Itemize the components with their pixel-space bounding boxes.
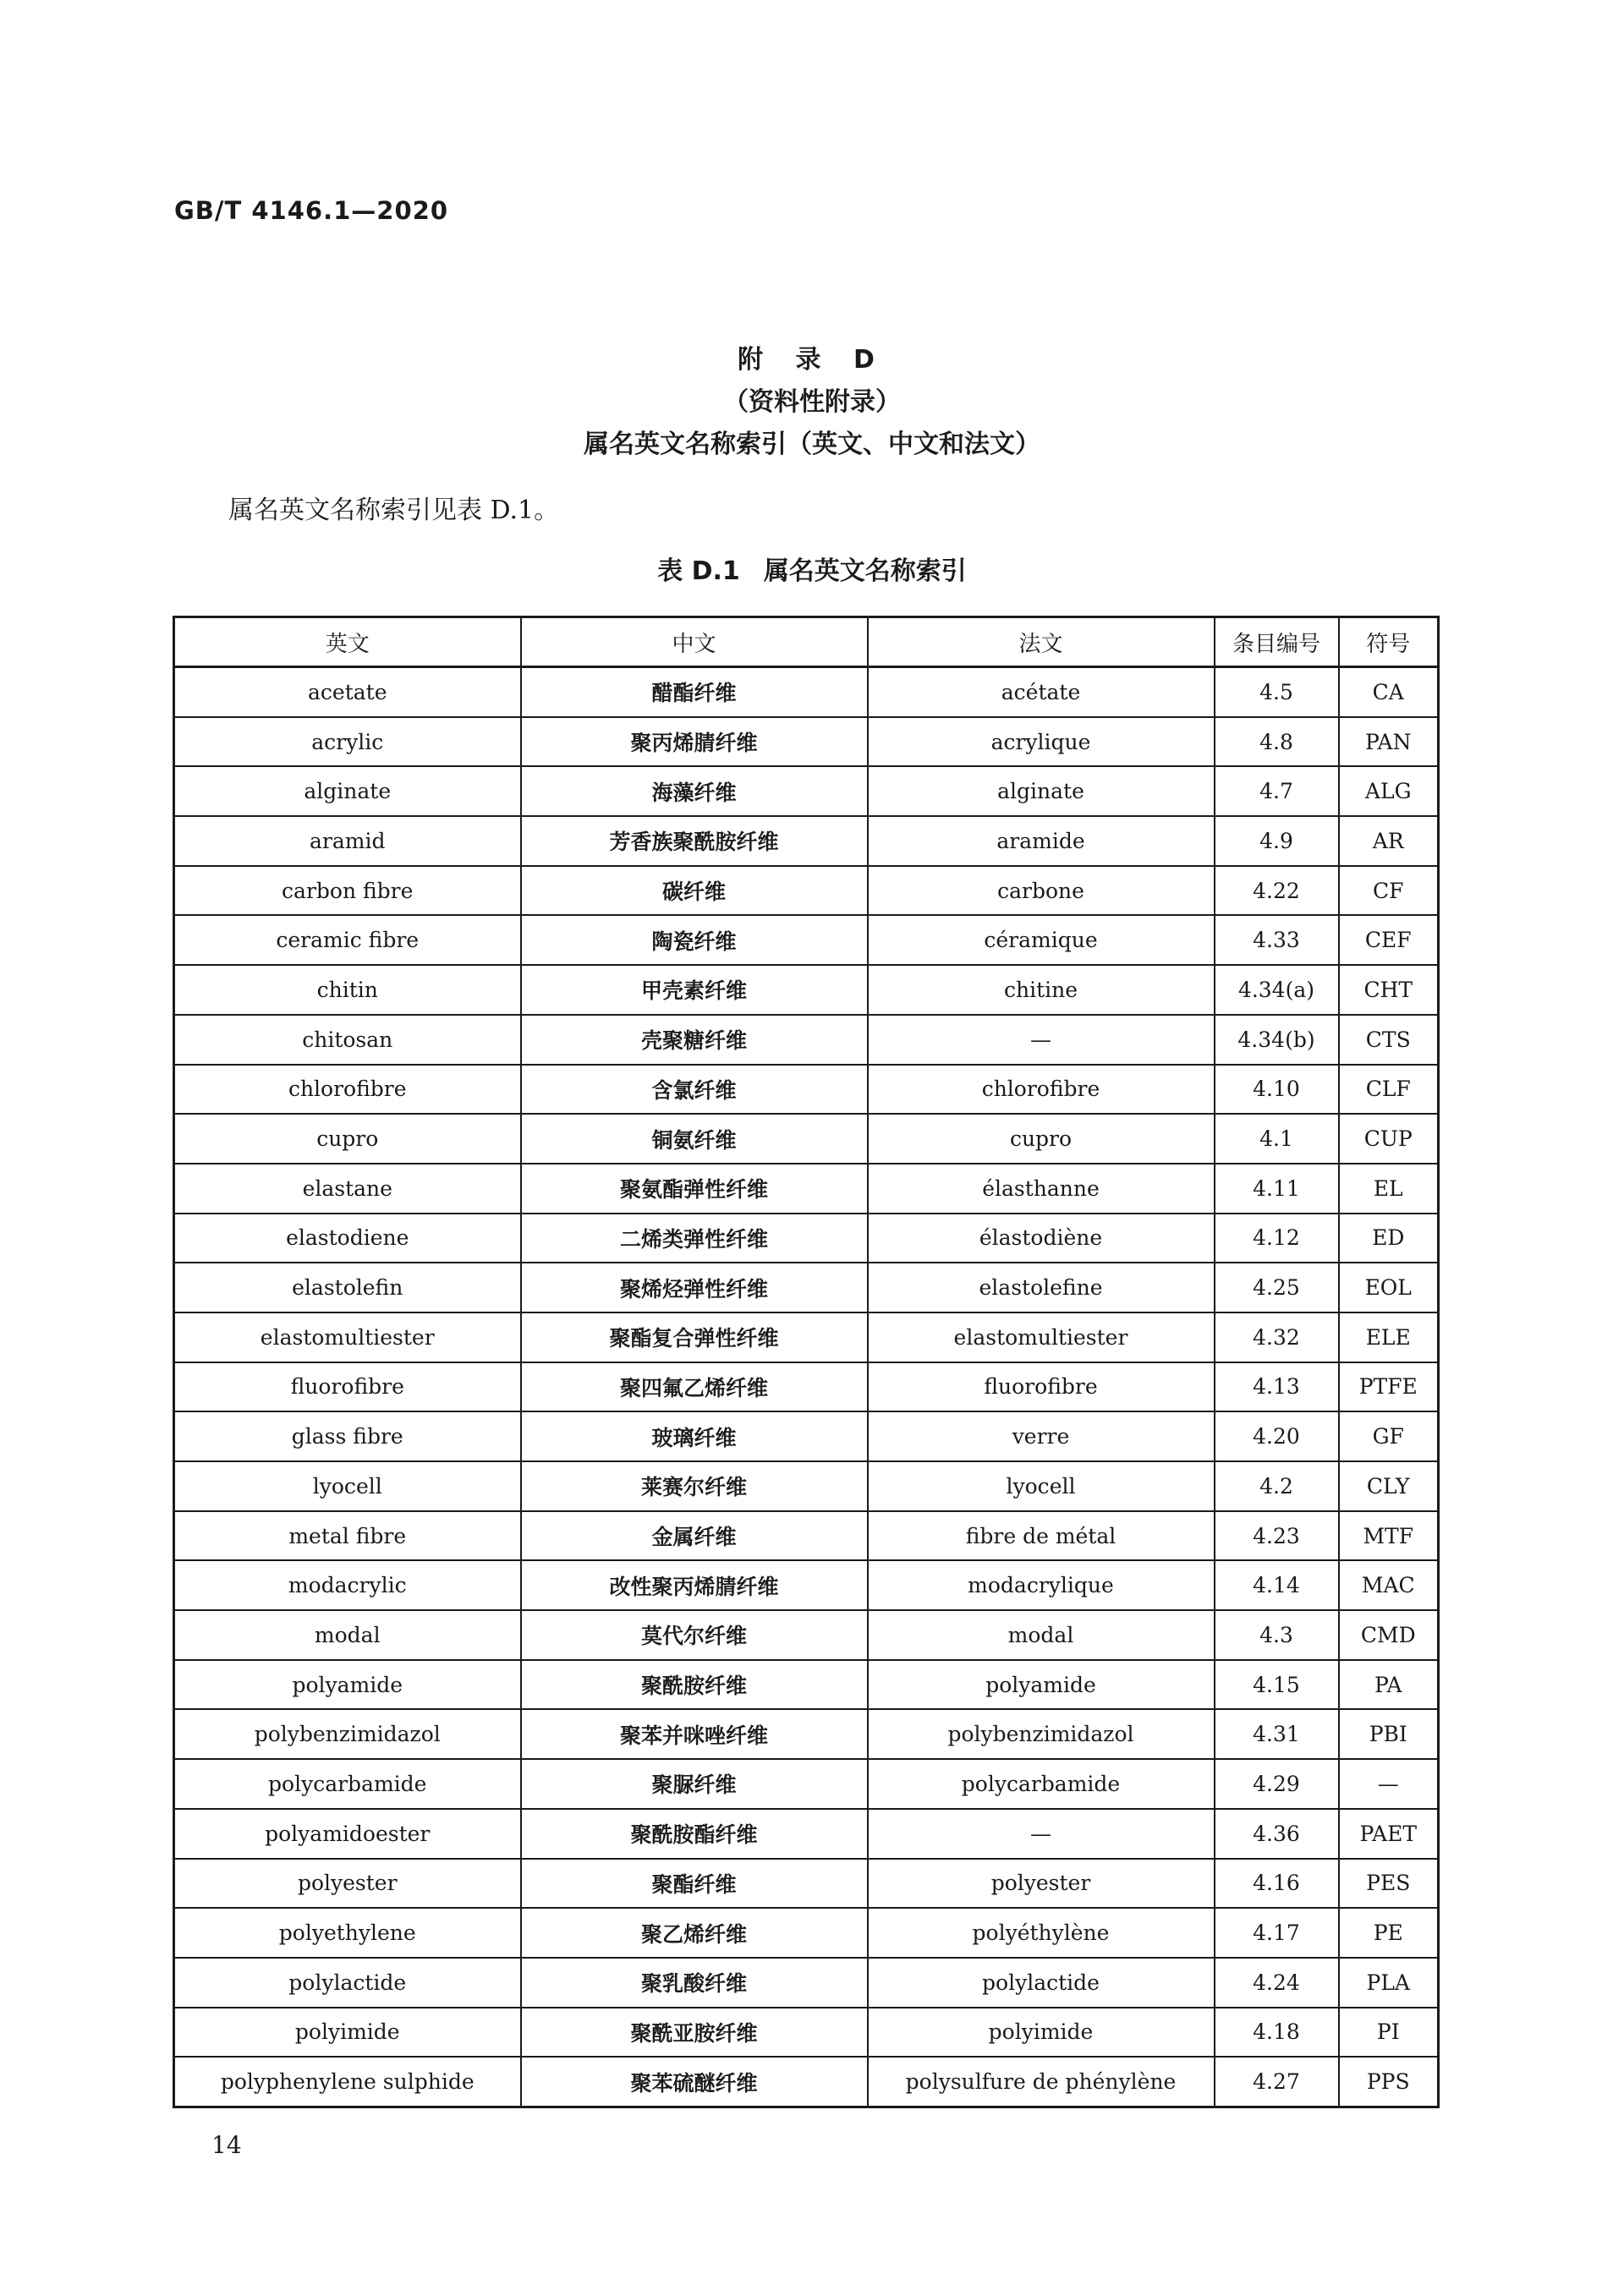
column-header-clause-number: 条目编号 [1215,617,1339,667]
cell-symbol: PES [1339,1859,1439,1909]
cell-english: chlorofibre [174,1065,521,1115]
cell-english: modacrylic [174,1560,521,1610]
cell-chinese: 莫代尔纤维 [521,1610,868,1660]
table-caption [0,550,1624,587]
cell-english: aramid [174,816,521,866]
column-header-english: 英文 [174,617,521,667]
table-row [174,1065,1439,1115]
page-number: 14 [211,2131,242,2159]
cell-clause-number: 4.2 [1215,1461,1339,1511]
cell-chinese: 含氯纤维 [521,1065,868,1115]
cell-clause-number: 4.25 [1215,1263,1339,1312]
cell-chinese: 莱赛尔纤维 [521,1461,868,1511]
cell-symbol: PTFE [1339,1362,1439,1412]
cell-chinese: 铜氨纤维 [521,1114,868,1164]
cell-english: polyphenylene sulphide [174,2057,521,2107]
cell-english: alginate [174,766,521,816]
cell-clause-number: 4.10 [1215,1065,1339,1115]
cell-clause-number: 4.23 [1215,1511,1339,1561]
cell-chinese: 聚酰亚胺纤维 [521,2008,868,2058]
fibre-index-table [173,616,1440,2108]
table-row [174,1114,1439,1164]
cell-english: elastane [174,1164,521,1214]
cell-symbol: ELE [1339,1312,1439,1362]
table-caption-number: 表 D.1 [657,556,740,586]
cell-english: polylactide [174,1958,521,2008]
cell-english: acrylic [174,717,521,767]
cell-chinese: 聚烯烃弹性纤维 [521,1263,868,1312]
annex-nature: （资料性附录） [723,387,901,417]
cell-clause-number: 4.8 [1215,717,1339,767]
cell-clause-number: 4.3 [1215,1610,1339,1660]
cell-french: fluorofibre [868,1362,1215,1412]
cell-symbol: — [1339,1759,1439,1809]
annex-title: 属名英文名称索引（英文、中文和法文） [584,430,1040,459]
cell-chinese: 改性聚丙烯腈纤维 [521,1560,868,1610]
intro-text: 属名英文名称索引见表 D.1。 [228,496,560,525]
cell-symbol: EL [1339,1164,1439,1214]
cell-clause-number: 4.9 [1215,816,1339,866]
cell-french: céramique [868,915,1215,965]
cell-symbol: GF [1339,1411,1439,1461]
cell-french: acétate [868,667,1215,717]
cell-english: polybenzimidazol [174,1709,521,1759]
cell-clause-number: 4.33 [1215,915,1339,965]
cell-symbol: PPS [1339,2057,1439,2107]
cell-english: elastomultiester [174,1312,521,1362]
table-row [174,1263,1439,1312]
table-row [174,1660,1439,1710]
table-row [174,2008,1439,2058]
table-row [174,866,1439,916]
cell-english: chitin [174,965,521,1015]
cell-chinese: 聚丙烯腈纤维 [521,717,868,767]
cell-english: fluorofibre [174,1362,521,1412]
table-row [174,1560,1439,1610]
cell-chinese: 聚乳酸纤维 [521,1958,868,2008]
cell-clause-number: 4.31 [1215,1709,1339,1759]
cell-english: modal [174,1610,521,1660]
cell-clause-number: 4.15 [1215,1660,1339,1710]
table-row [174,2057,1439,2107]
cell-clause-number: 4.17 [1215,1908,1339,1958]
cell-english: glass fibre [174,1411,521,1461]
cell-french: chitine [868,965,1215,1015]
table-row [174,1610,1439,1660]
cell-symbol: CTS [1339,1015,1439,1065]
table-row [174,1908,1439,1958]
cell-english: polycarbamide [174,1759,521,1809]
table-row [174,1511,1439,1561]
cell-french: polysulfure de phénylène [868,2057,1215,2107]
cell-chinese: 醋酯纤维 [521,667,868,717]
cell-chinese: 聚氨酯弹性纤维 [521,1164,868,1214]
cell-french: cupro [868,1114,1215,1164]
cell-chinese: 聚酰胺酯纤维 [521,1809,868,1859]
cell-chinese: 聚苯并咪唑纤维 [521,1709,868,1759]
cell-symbol: CUP [1339,1114,1439,1164]
cell-symbol: PI [1339,2008,1439,2058]
cell-symbol: PAET [1339,1809,1439,1859]
cell-english: ceramic fibre [174,915,521,965]
column-header-chinese: 中文 [521,617,868,667]
cell-french: polyéthylène [868,1908,1215,1958]
table-row [174,1461,1439,1511]
standard-code: GB/T 4146.1—2020 [174,196,448,225]
cell-chinese: 壳聚糖纤维 [521,1015,868,1065]
cell-symbol: ED [1339,1214,1439,1263]
cell-french: polyamide [868,1660,1215,1710]
cell-chinese: 碳纤维 [521,866,868,916]
cell-symbol: CLF [1339,1065,1439,1115]
cell-french: — [868,1015,1215,1065]
cell-chinese: 玻璃纤维 [521,1411,868,1461]
annex-label: 附 录 D [738,345,886,375]
table-row [174,816,1439,866]
table-row [174,1809,1439,1859]
table-row [174,1214,1439,1263]
table-row [174,1362,1439,1412]
cell-clause-number: 4.34(a) [1215,965,1339,1015]
cell-chinese: 陶瓷纤维 [521,915,868,965]
cell-symbol: MTF [1339,1511,1439,1561]
column-header-french: 法文 [868,617,1215,667]
cell-symbol: CEF [1339,915,1439,965]
cell-chinese: 聚酰胺纤维 [521,1660,868,1710]
cell-symbol: CMD [1339,1610,1439,1660]
cell-symbol: ALG [1339,766,1439,816]
cell-french: fibre de métal [868,1511,1215,1561]
cell-clause-number: 4.13 [1215,1362,1339,1412]
cell-english: polyamide [174,1660,521,1710]
cell-symbol: CF [1339,866,1439,916]
cell-english: polyimide [174,2008,521,2058]
table-row [174,1312,1439,1362]
table-row [174,1411,1439,1461]
cell-english: metal fibre [174,1511,521,1561]
cell-chinese: 金属纤维 [521,1511,868,1561]
table-row [174,1859,1439,1909]
cell-clause-number: 4.20 [1215,1411,1339,1461]
cell-clause-number: 4.24 [1215,1958,1339,2008]
cell-french: lyocell [868,1461,1215,1511]
table-row [174,766,1439,816]
cell-clause-number: 4.5 [1215,667,1339,717]
cell-clause-number: 4.34(b) [1215,1015,1339,1065]
cell-french: elastolefine [868,1263,1215,1312]
cell-clause-number: 4.18 [1215,2008,1339,2058]
cell-french: modal [868,1610,1215,1660]
cell-french: polybenzimidazol [868,1709,1215,1759]
cell-french: elastomultiester [868,1312,1215,1362]
table-row [174,667,1439,717]
cell-french: polyimide [868,2008,1215,2058]
cell-french: élastodiène [868,1214,1215,1263]
cell-chinese: 聚乙烯纤维 [521,1908,868,1958]
cell-chinese: 聚酯复合弹性纤维 [521,1312,868,1362]
cell-clause-number: 4.14 [1215,1560,1339,1610]
cell-english: acetate [174,667,521,717]
cell-chinese: 聚四氟乙烯纤维 [521,1362,868,1412]
table-row [174,1015,1439,1065]
cell-clause-number: 4.29 [1215,1759,1339,1809]
cell-chinese: 聚苯硫醚纤维 [521,2057,868,2107]
cell-french: carbone [868,866,1215,916]
cell-french: aramide [868,816,1215,866]
cell-chinese: 芳香族聚酰胺纤维 [521,816,868,866]
cell-clause-number: 4.12 [1215,1214,1339,1263]
cell-english: elastolefin [174,1263,521,1312]
cell-clause-number: 4.7 [1215,766,1339,816]
cell-french: chlorofibre [868,1065,1215,1115]
cell-symbol: CA [1339,667,1439,717]
cell-clause-number: 4.11 [1215,1164,1339,1214]
cell-clause-number: 4.1 [1215,1114,1339,1164]
table-row [174,1958,1439,2008]
cell-chinese: 聚酯纤维 [521,1859,868,1909]
cell-english: chitosan [174,1015,521,1065]
cell-french: verre [868,1411,1215,1461]
table-row [174,717,1439,767]
cell-clause-number: 4.27 [1215,2057,1339,2107]
table-row [174,1759,1439,1809]
cell-symbol: PA [1339,1660,1439,1710]
cell-french: — [868,1809,1215,1859]
cell-french: polycarbamide [868,1759,1215,1809]
cell-symbol: CLY [1339,1461,1439,1511]
cell-clause-number: 4.36 [1215,1809,1339,1859]
cell-french: alginate [868,766,1215,816]
cell-symbol: CHT [1339,965,1439,1015]
column-header-symbol: 符号 [1339,617,1439,667]
cell-french: polyester [868,1859,1215,1909]
cell-clause-number: 4.16 [1215,1859,1339,1909]
cell-english: carbon fibre [174,866,521,916]
cell-symbol: PBI [1339,1709,1439,1759]
cell-english: cupro [174,1114,521,1164]
cell-french: polylactide [868,1958,1215,2008]
cell-english: elastodiene [174,1214,521,1263]
cell-english: polyamidoester [174,1809,521,1859]
cell-english: lyocell [174,1461,521,1511]
cell-chinese: 甲壳素纤维 [521,965,868,1015]
cell-clause-number: 4.32 [1215,1312,1339,1362]
table-caption-title: 属名英文名称索引 [763,556,967,586]
cell-english: polyethylene [174,1908,521,1958]
cell-chinese: 聚脲纤维 [521,1759,868,1809]
table-header-row [174,617,1439,667]
cell-symbol: PE [1339,1908,1439,1958]
table-row [174,1164,1439,1214]
cell-symbol: PAN [1339,717,1439,767]
cell-symbol: PLA [1339,1958,1439,2008]
cell-symbol: MAC [1339,1560,1439,1610]
cell-symbol: EOL [1339,1263,1439,1312]
table-row [174,915,1439,965]
cell-clause-number: 4.22 [1215,866,1339,916]
table-row [174,965,1439,1015]
cell-chinese: 二烯类弹性纤维 [521,1214,868,1263]
cell-french: acrylique [868,717,1215,767]
cell-english: polyester [174,1859,521,1909]
table-body [174,667,1439,2107]
table-row [174,1709,1439,1759]
cell-french: modacrylique [868,1560,1215,1610]
cell-french: élasthanne [868,1164,1215,1214]
cell-symbol: AR [1339,816,1439,866]
cell-chinese: 海藻纤维 [521,766,868,816]
